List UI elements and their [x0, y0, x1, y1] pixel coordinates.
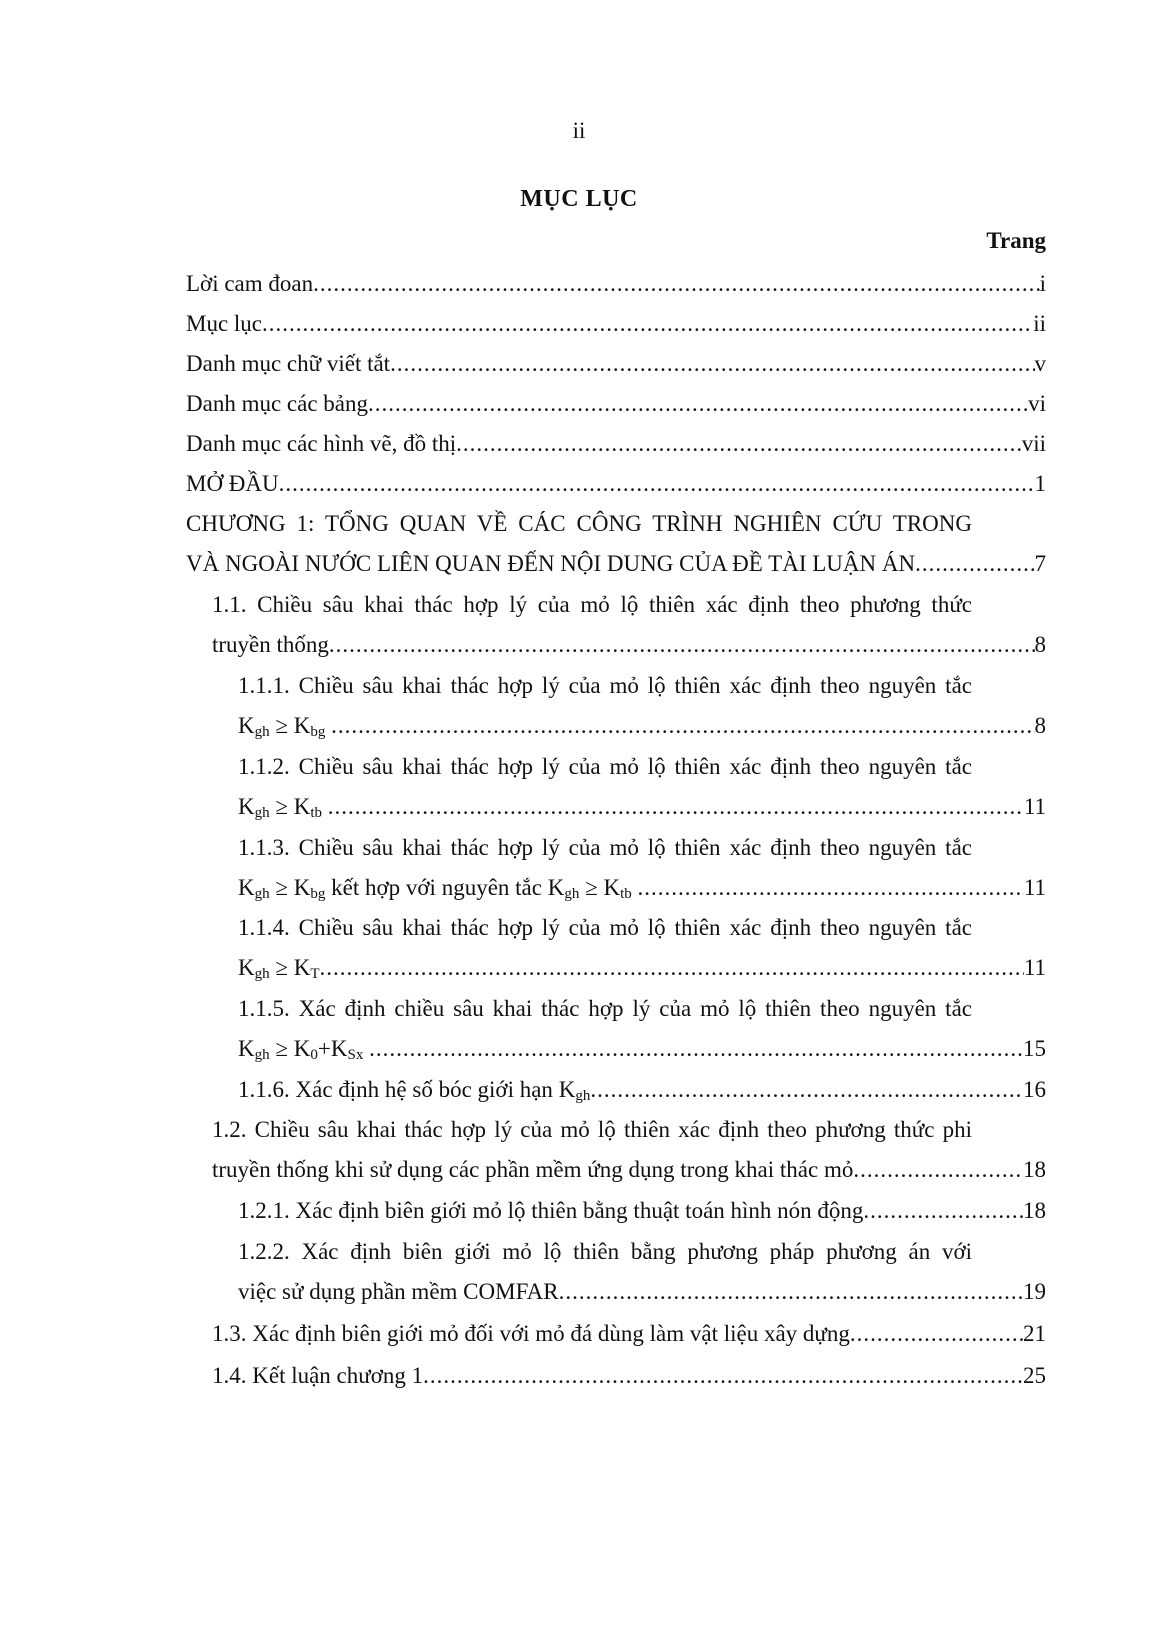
toc-section-1-1-5[interactable] [238, 1033, 1046, 1065]
dot-leader [850, 1318, 1023, 1350]
dot-leader [559, 1276, 1023, 1308]
toc-page-number: 21 [1023, 1321, 1046, 1346]
dot-leader [853, 1154, 1023, 1186]
toc-entry-text: Mục lục [186, 311, 263, 336]
dot-leader [368, 388, 1028, 420]
toc-section-1-1-6[interactable] [238, 1074, 1046, 1106]
toc-section-1-1-3-line1[interactable]: 1.1.3. Chiều sâu khai thác hợp lý của mỏ lộ thiên xác định theo nguyên tắc [238, 835, 972, 860]
toc-section-1-4[interactable] [212, 1360, 1046, 1392]
dot-leader [369, 1033, 1023, 1065]
formula: $K_{gh} \ge K_{bg}$ kết hợp với nguyên tắc $K_{gh} \ge K_{tb}$ [238, 875, 632, 902]
dot-leader [328, 791, 1024, 823]
toc-entry-text: Danh mục các hình vẽ, đồ thị [186, 431, 457, 456]
toc-section-1-1-4[interactable] [238, 952, 1046, 984]
toc-chapter-1-line1[interactable]: CHƯƠNG 1: TỔNG QUAN VỀ CÁC CÔNG TRÌNH NGHIÊN CỨU TRONG [186, 511, 972, 536]
toc-section-1-2-1[interactable] [238, 1195, 1046, 1227]
toc-page-number: 16 [1023, 1077, 1046, 1102]
toc-page-number: 18 [1023, 1157, 1046, 1182]
dot-leader [262, 308, 1033, 340]
dot-leader [329, 629, 1035, 661]
toc-entry-text: 1.3. Xác định biên giới mỏ đối với mỏ đá dùng làm vật liệu xây dựng [212, 1321, 850, 1346]
formula: $K_{gh} \ge K_{bg}$ [238, 713, 326, 740]
toc-page-number: 25 [1023, 1363, 1046, 1388]
toc-page-number: vi [1028, 391, 1046, 416]
toc-page-number: vii [1021, 431, 1046, 456]
toc-section-1-2-2[interactable] [238, 1276, 1046, 1308]
dot-leader [320, 952, 1024, 984]
formula: $K_{gh} \ge K_{tb}$ [238, 794, 323, 821]
toc-page-number: 7 [1034, 551, 1046, 576]
toc-section-1-1[interactable] [212, 629, 1046, 661]
toc-section-1-1-2[interactable] [238, 791, 1046, 823]
toc-page-number: 18 [1023, 1198, 1046, 1223]
toc-entry-mo-dau[interactable] [186, 468, 1046, 500]
toc-section-1-3[interactable] [212, 1318, 1046, 1350]
toc-entry-text: Lời cam đoan [186, 271, 314, 296]
toc-page-number: 8 [1034, 713, 1046, 738]
toc-section-1-1-4-line1[interactable]: 1.1.4. Chiều sâu khai thác hợp lý của mỏ lộ thiên xác định theo nguyên tắc [238, 915, 972, 940]
formula: $K_{gh} \ge K_T$ [238, 955, 320, 982]
toc-section-1-2-2-line1[interactable]: 1.2.2. Xác định biên giới mỏ lộ thiên bằng phương pháp phương án với [238, 1239, 972, 1264]
toc-entry-text: 1.1.6. Xác định hệ số bóc giới hạn $K_{gh}$ [238, 1077, 591, 1104]
trang-label: Trang [986, 228, 1046, 253]
toc-section-1-1-1-line1[interactable]: 1.1.1. Chiều sâu khai thác hợp lý của mỏ lộ thiên xác định theo nguyên tắc [238, 673, 972, 698]
dot-leader [331, 710, 1034, 742]
toc-entry-abbreviations[interactable] [186, 348, 1046, 380]
toc-entry-figures[interactable] [186, 428, 1046, 460]
dot-leader [313, 268, 1039, 300]
toc-entry-text: Danh mục chữ viết tắt [186, 351, 391, 376]
dot-leader [590, 1074, 1023, 1106]
dot-leader [863, 1195, 1023, 1227]
toc-page-number: i [1039, 271, 1046, 296]
page-number: ii [572, 118, 586, 143]
toc-page-number: 1 [1034, 471, 1046, 496]
toc-entry-loi-cam-doan[interactable] [186, 268, 1046, 300]
toc-page-number: 19 [1023, 1279, 1046, 1304]
toc-page-number: 15 [1023, 1036, 1046, 1061]
toc-entry-tables[interactable] [186, 388, 1046, 420]
toc-page-number: v [1034, 351, 1046, 376]
toc-entry-text: truyền thống khi sử dụng các phần mềm ứng dụng trong khai thác mỏ [212, 1157, 854, 1182]
dot-leader [638, 872, 1024, 904]
dot-leader [390, 348, 1034, 380]
toc-page-number: 11 [1023, 794, 1046, 819]
formula: $K_{gh} \ge K_0+K_{Sx}$ [238, 1036, 364, 1063]
toc-entry-muc-luc[interactable] [186, 308, 1046, 340]
toc-entry-text: việc sử dụng phần mềm COMFAR [238, 1279, 559, 1304]
toc-page-number: 11 [1023, 955, 1046, 980]
toc-page-number: 11 [1023, 875, 1046, 900]
page-title: MỤC LỤC [520, 186, 638, 212]
toc-section-1-2[interactable] [212, 1154, 1046, 1186]
toc-section-1-1-1[interactable] [238, 710, 1046, 742]
toc-page-number: ii [1033, 311, 1046, 336]
toc-entry-text: 1.4. Kết luận chương 1 [212, 1363, 424, 1388]
toc-chapter-1[interactable] [186, 548, 1046, 580]
toc-page-number: 8 [1034, 632, 1046, 657]
dot-leader [279, 468, 1035, 500]
dot-leader [423, 1360, 1023, 1392]
dot-leader [915, 548, 1034, 580]
toc-section-1-1-2-line1[interactable]: 1.1.2. Chiều sâu khai thác hợp lý của mỏ lộ thiên xác định theo nguyên tắc [238, 754, 972, 779]
toc-section-1-2-line1[interactable]: 1.2. Chiều sâu khai thác hợp lý của mỏ lộ thiên xác định theo phương thức phi [212, 1117, 972, 1142]
toc-entry-text: MỞ ĐẦU [186, 471, 279, 496]
toc-entry-text: truyền thống [212, 632, 329, 657]
toc-section-1-1-5-line1[interactable]: 1.1.5. Xác định chiều sâu khai thác hợp lý của mỏ lộ thiên theo nguyên tắc [238, 996, 972, 1021]
toc-section-1-1-line1[interactable]: 1.1. Chiều sâu khai thác hợp lý của mỏ lộ thiên xác định theo phương thức [212, 592, 972, 617]
toc-section-1-1-3[interactable] [238, 872, 1046, 904]
toc-entry-text: VÀ NGOÀI NƯỚC LIÊN QUAN ĐẾN NỘI DUNG CỦA ĐỀ TÀI LUẬN ÁN [186, 551, 916, 576]
toc-entry-text: 1.2.1. Xác định biên giới mỏ lộ thiên bằng thuật toán hình nón động [238, 1198, 864, 1223]
toc-entry-text: Danh mục các bảng [186, 391, 369, 416]
dot-leader [456, 428, 1022, 460]
